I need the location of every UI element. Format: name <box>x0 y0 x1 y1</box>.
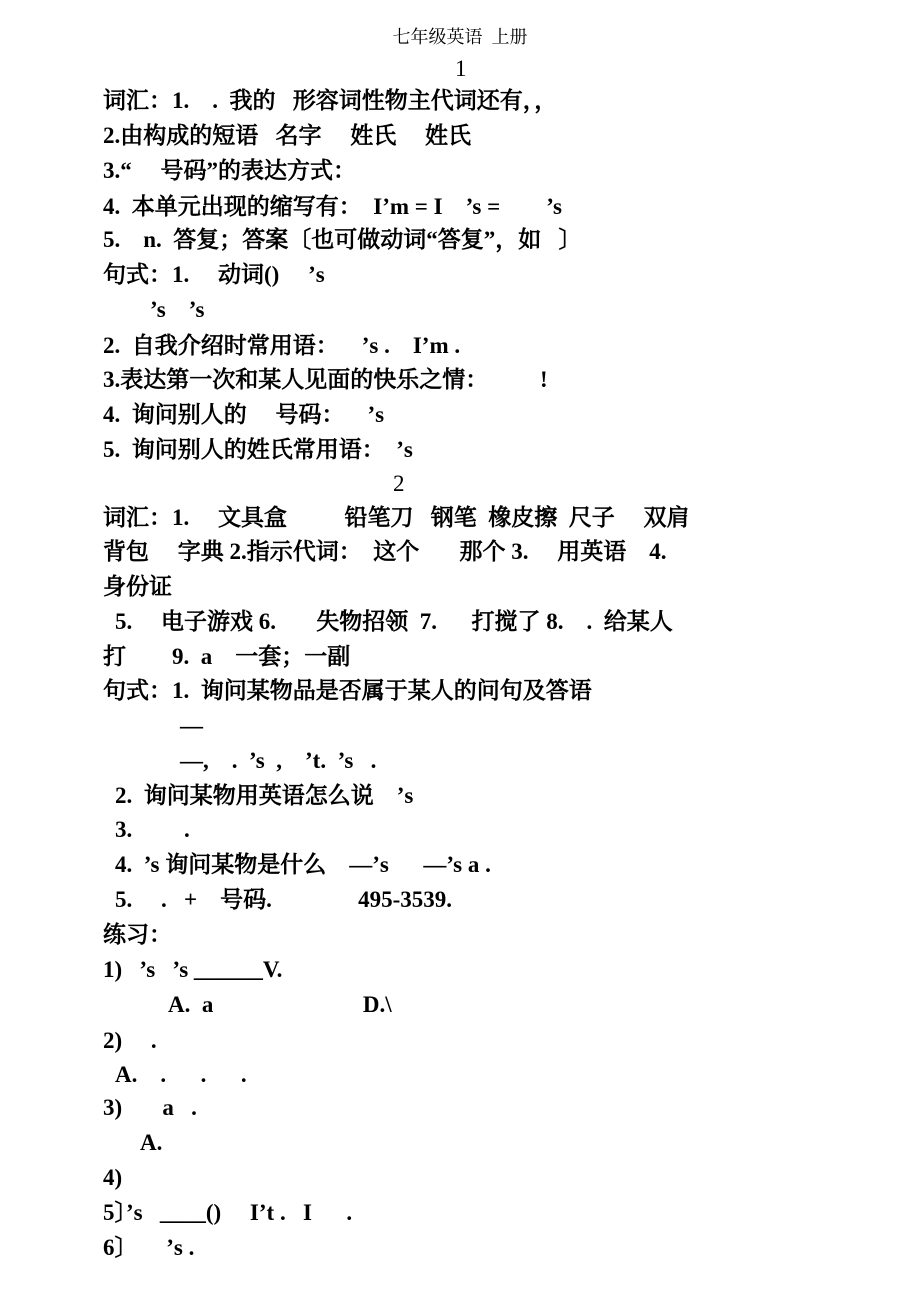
unit2-line: 4. ’s 询问某物是什么 —’s —’s a . <box>115 852 491 877</box>
unit1-line: 词汇：1. . 我的 形容词性物主代词还有，， <box>103 88 558 113</box>
unit1-line: 2. 自我介绍时常用语： ’s . I’m . <box>103 333 461 358</box>
exercise-line: 6〕 ’s . <box>103 1235 195 1260</box>
unit1-line: 句式：1. 动词() ’s <box>103 262 325 287</box>
exercise-line: A. . . . <box>115 1062 247 1087</box>
unit-2-heading: 2 <box>393 471 405 496</box>
exercise-line: 2) . <box>103 1028 157 1053</box>
unit2-line: 5. . + 号码. 495-3539. <box>115 887 453 912</box>
unit2-line: 2. 询问某物用英语怎么说 ’s <box>115 783 414 808</box>
exercise-line: 4) <box>103 1165 123 1190</box>
unit2-line: 3. . <box>115 817 190 842</box>
unit2-line: —, . ’s , ’t. ’s . <box>180 748 377 773</box>
unit2-line: 背包 字典 2.指示代词： 这个 那个 3. 用英语 4. <box>103 539 667 564</box>
exercise-line: 1) ’s ’s ______V. <box>103 957 283 982</box>
unit1-line: 3.表达第一次和某人见面的快乐之情： ! <box>103 367 548 392</box>
unit1-line: 4. 询问别人的 号码： ’s <box>103 402 385 427</box>
unit1-line: 5. n. 答复；答案〔也可做动词“答复”，如 〕 <box>103 227 582 252</box>
unit1-line: 5. 询问别人的姓氏常用语： ’s <box>103 437 413 462</box>
unit2-line: 词汇：1. 文具盒 铅笔刀 钢笔 橡皮擦 尺子 双肩 <box>103 505 690 530</box>
exercise-line: 3) a . <box>103 1095 197 1120</box>
unit2-line: 身份证 <box>103 574 172 599</box>
unit-1-heading: 1 <box>455 56 467 81</box>
unit2-line: — <box>180 713 203 738</box>
unit2-line: 句式：1. 询问某物品是否属于某人的问句及答语 <box>103 678 592 703</box>
exercise-heading: 练习： <box>103 922 172 947</box>
unit1-line: 4. 本单元出现的缩写有： I’m = I ’s = ’s <box>103 194 562 219</box>
document-title: 七年级英语 上册 <box>392 27 528 47</box>
unit1-line: ’s ’s <box>150 297 205 322</box>
unit2-line: 打 9. a 一套；一副 <box>103 644 351 669</box>
exercise-line: A. <box>140 1130 163 1155</box>
unit1-line: 3.“ 号码”的表达方式： <box>103 158 356 183</box>
unit1-line: 2.由构成的短语 名字 姓氏 姓氏 <box>103 123 471 148</box>
unit2-line: 5. 电子游戏 6. 失物招领 7. 打搅了 8. . 给某人 <box>115 609 673 634</box>
exercise-line: 5〕’s ____() I’t . I . <box>103 1200 353 1225</box>
exercise-line: A. a D.\ <box>168 992 392 1017</box>
